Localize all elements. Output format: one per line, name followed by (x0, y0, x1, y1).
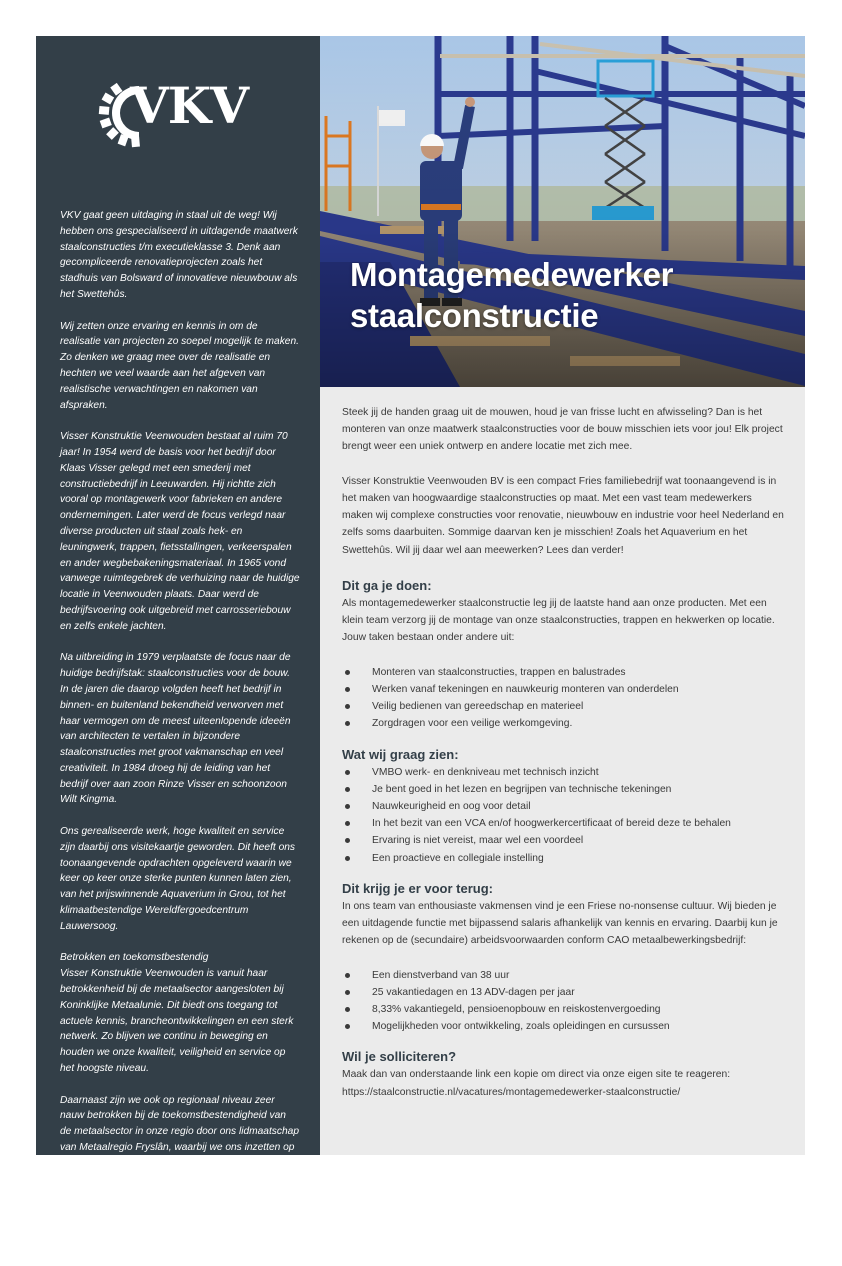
list-item: Een proactieve en collegiale instelling (342, 850, 785, 867)
sidebar-paragraph: Wij zetten onze ervaring en kennis in om de realisatie van projecten zo soepel mogelijk te maken. Zo denken we graag mee over de realisatie en hechten we veel waarde aan het afgeven van realistische verwachtingen en nakomen van afspraken. (60, 320, 299, 411)
sidebar-paragraph: Daarnaast zijn we ook op regionaal niveau zeer nauw betrokken bij de toekomstbestendigheid van de metaalsector in onze regio door ons lidmaatschap van Metaalregio Fryslân, waarbij we ons inzetten op het promoten van een loopbaan in deze sector onder jongeren. (60, 1094, 300, 1185)
benefits-list (342, 967, 785, 1036)
sidebar-paragraph: Visser Konstruktie Veenwouden is vanuit haar betrokkenheid bij de metaalsector aangesloten bij Koninklijke Metaalunie. Dit biedt ons toegang tot actuele kennis, brancheontwikkelingen en een sterk netwerk. Zo blijven we continu in beweging en houden we onze kwaliteit, veiligheid en service op het hoogste niveau. (60, 968, 294, 1075)
section-text: Maak dan van onderstaande link een kopie om direct via onze eigen site te reageren: (342, 1069, 731, 1081)
list-item: Werken vanaf tekeningen en nauwkeurig monteren van onderdelen (342, 681, 785, 698)
list-item: Monteren van staalconstructies, trappen en balustrades (342, 664, 785, 681)
list-item: 8,33% vakantiegeld, pensioenopbouw en reiskostenvergoeding (342, 1001, 785, 1018)
list-item: Veilig bedienen van gereedschap en materieel (342, 698, 785, 715)
section-heading-tasks: Dit ga je doen: (342, 578, 432, 593)
list-item: Je bent goed in het lezen en begrijpen van technische tekeningen (342, 781, 785, 798)
hero-image (320, 36, 805, 387)
section-text: In ons team van enthousiaste vakmensen vind je een Friese no-nonsense cultuur. Wij bieden je een uitdagende functie met bijpassend salaris afhankelijk van kennis en ervaring. Daarbij kun je rekenen op de (secundaire) arbeidsvoorwaarden conform CAO metaalbewerkingsbedrijf: (342, 900, 778, 947)
sidebar-paragraph: Ons gerealiseerde werk, hoge kwaliteit en service zijn daarbij ons visitekaartje geworden. Dit heeft ons toonaangevende opdrachten opgeleverd waarin we keer op keer onze sterke punten kunnen laten zien, van het prijswinnende Aquaverium in Grou, tot het klimaatbestendige Wereldfergoedcentrum Lauwersoog. (60, 826, 296, 932)
task-list (342, 664, 785, 733)
section-heading-offer: Dit krijg je er voor terug: (342, 880, 493, 896)
sidebar-subheading: Betrokken en toekomstbestendig (60, 952, 209, 964)
company-description (60, 208, 300, 1266)
company-sidebar (36, 36, 320, 1248)
sidebar-paragraph: Visser Konstruktie Veenwouden bestaat al ruim 70 jaar! In 1954 werd de basis voor het bedrijf door Klaas Visser gelegd met een smederij met constructiebedrijf in Leeuwarden. Hij richtte zich vooral op montagewerk voor fabrieken en andere ondernemingen. Later werd de focus verlegd naar diverse producten uit staal zoals hek- en leuningwerk, trappen, fietsstallingen, verkeerspalen en ander wegbebakeningsmateriaal. In 1965 vond vanwege ruimtegebrek de verhuizing naar de huidige locatie in Veenwouden plaats. Daar werd de bedrijfsvoering ook uitgebreid met carrosseriebouw en zelfs enkele jachten. (60, 431, 300, 632)
job-title: Montagemedewerker staalconstructie (350, 256, 674, 334)
intro-paragraph: Steek jij de handen graag uit de mouwen, houd je van frisse lucht en afwisseling? Dan is het monteren van onze maatwerk staalconstructies voor de bouw misschien iets voor jou! Elk project brengt weer een uniek ontwerp en andere locatie met zich mee. (342, 407, 783, 453)
section-text: Als montagemedewerker staalconstructie leg jij de laatste hand aan onze producten. Met een klein team verzorg jij de montage van onze staalconstructies, trappen en hekwerken op locatie. Jouw taken bestaan onder andere uit: (342, 598, 775, 644)
list-item: In het bezit van een VCA en/of hoogwerkercertificaat of bereid deze te behalen (342, 815, 785, 832)
intro-paragraph: Visser Konstruktie Veenwouden BV is een compact Fries familiebedrijf wat toonaangevend is in het maken van hoogwaardige staalconstructies op maat. Met een vast team medewerkers maken wij complexe constructies voor renovatie, nieuwbouw en industrie voor heel Nederland en zelfs soms daarbuiten. Sommige daarvan ken je misschien! Zoals het Aquaverium en het Swettehûs. Wil jij daar wel aan meewerken? Lees dan verder! (342, 475, 784, 556)
list-item: Mogelijkheden voor ontwikkeling, zoals opleidingen en cursussen (342, 1018, 785, 1035)
section-heading-requirements: Wat wij graag zien: (342, 746, 459, 762)
logo-text: VKV (130, 76, 249, 135)
list-item: VMBO werk- en denkniveau met technisch inzicht (342, 764, 785, 781)
requirements-list (342, 764, 785, 867)
list-item: Een dienstverband van 38 uur (342, 967, 785, 984)
vkv-logo (98, 78, 263, 144)
sidebar-paragraph: Na uitbreiding in 1979 verplaatste de focus naar de huidige bedrijfstak: staalconstructies voor de bouw. In de jaren die daarop volgden heeft het bedrijf in binnen- en buitenland bekendheid verworven met haar vermogen om de meest uiteenlopende ideeën van architecten te vertalen in bijzondere staalconstructies met groot vakmanschap en veel creativiteit. In 1984 droeg hij de leiding van het bedrijf over aan zoon Rinze Visser en schoonzoon Wilt Kingma. (60, 652, 291, 806)
list-item: Zorgdragen voor een veilige werkomgeving. (342, 715, 785, 732)
section-heading-apply: Wil je solliciteren? (342, 1049, 457, 1065)
list-item: Nauwkeurigheid en oog voor detail (342, 798, 785, 815)
application-link[interactable]: https://staalconstructie.nl/vacatures/montagemedewerker-staalconstructie/ (342, 1086, 681, 1098)
sidebar-paragraph: Tot slot steunen we ook graag lokale clubs en verenigingen in Feanwâlden om onze gemeenschap te steunen. (60, 1205, 297, 1248)
list-item: 25 vakantiedagen en 13 ADV-dagen per jaar (342, 984, 785, 1001)
job-description (320, 387, 805, 1155)
sidebar-paragraph: VKV gaat geen uitdaging in staal uit de weg! Wij hebben ons gespecialiseerd in uitdagende maatwerk staalconstructies t/m executieklasse 3. Denk aan gecompliceerde renovatieprojecten zoals het stadhuis van Bolsward of innovatieve nieuwbouw als het Swettehûs. (60, 210, 298, 300)
list-item: Ervaring is niet vereist, maar wel een voordeel (342, 832, 785, 849)
